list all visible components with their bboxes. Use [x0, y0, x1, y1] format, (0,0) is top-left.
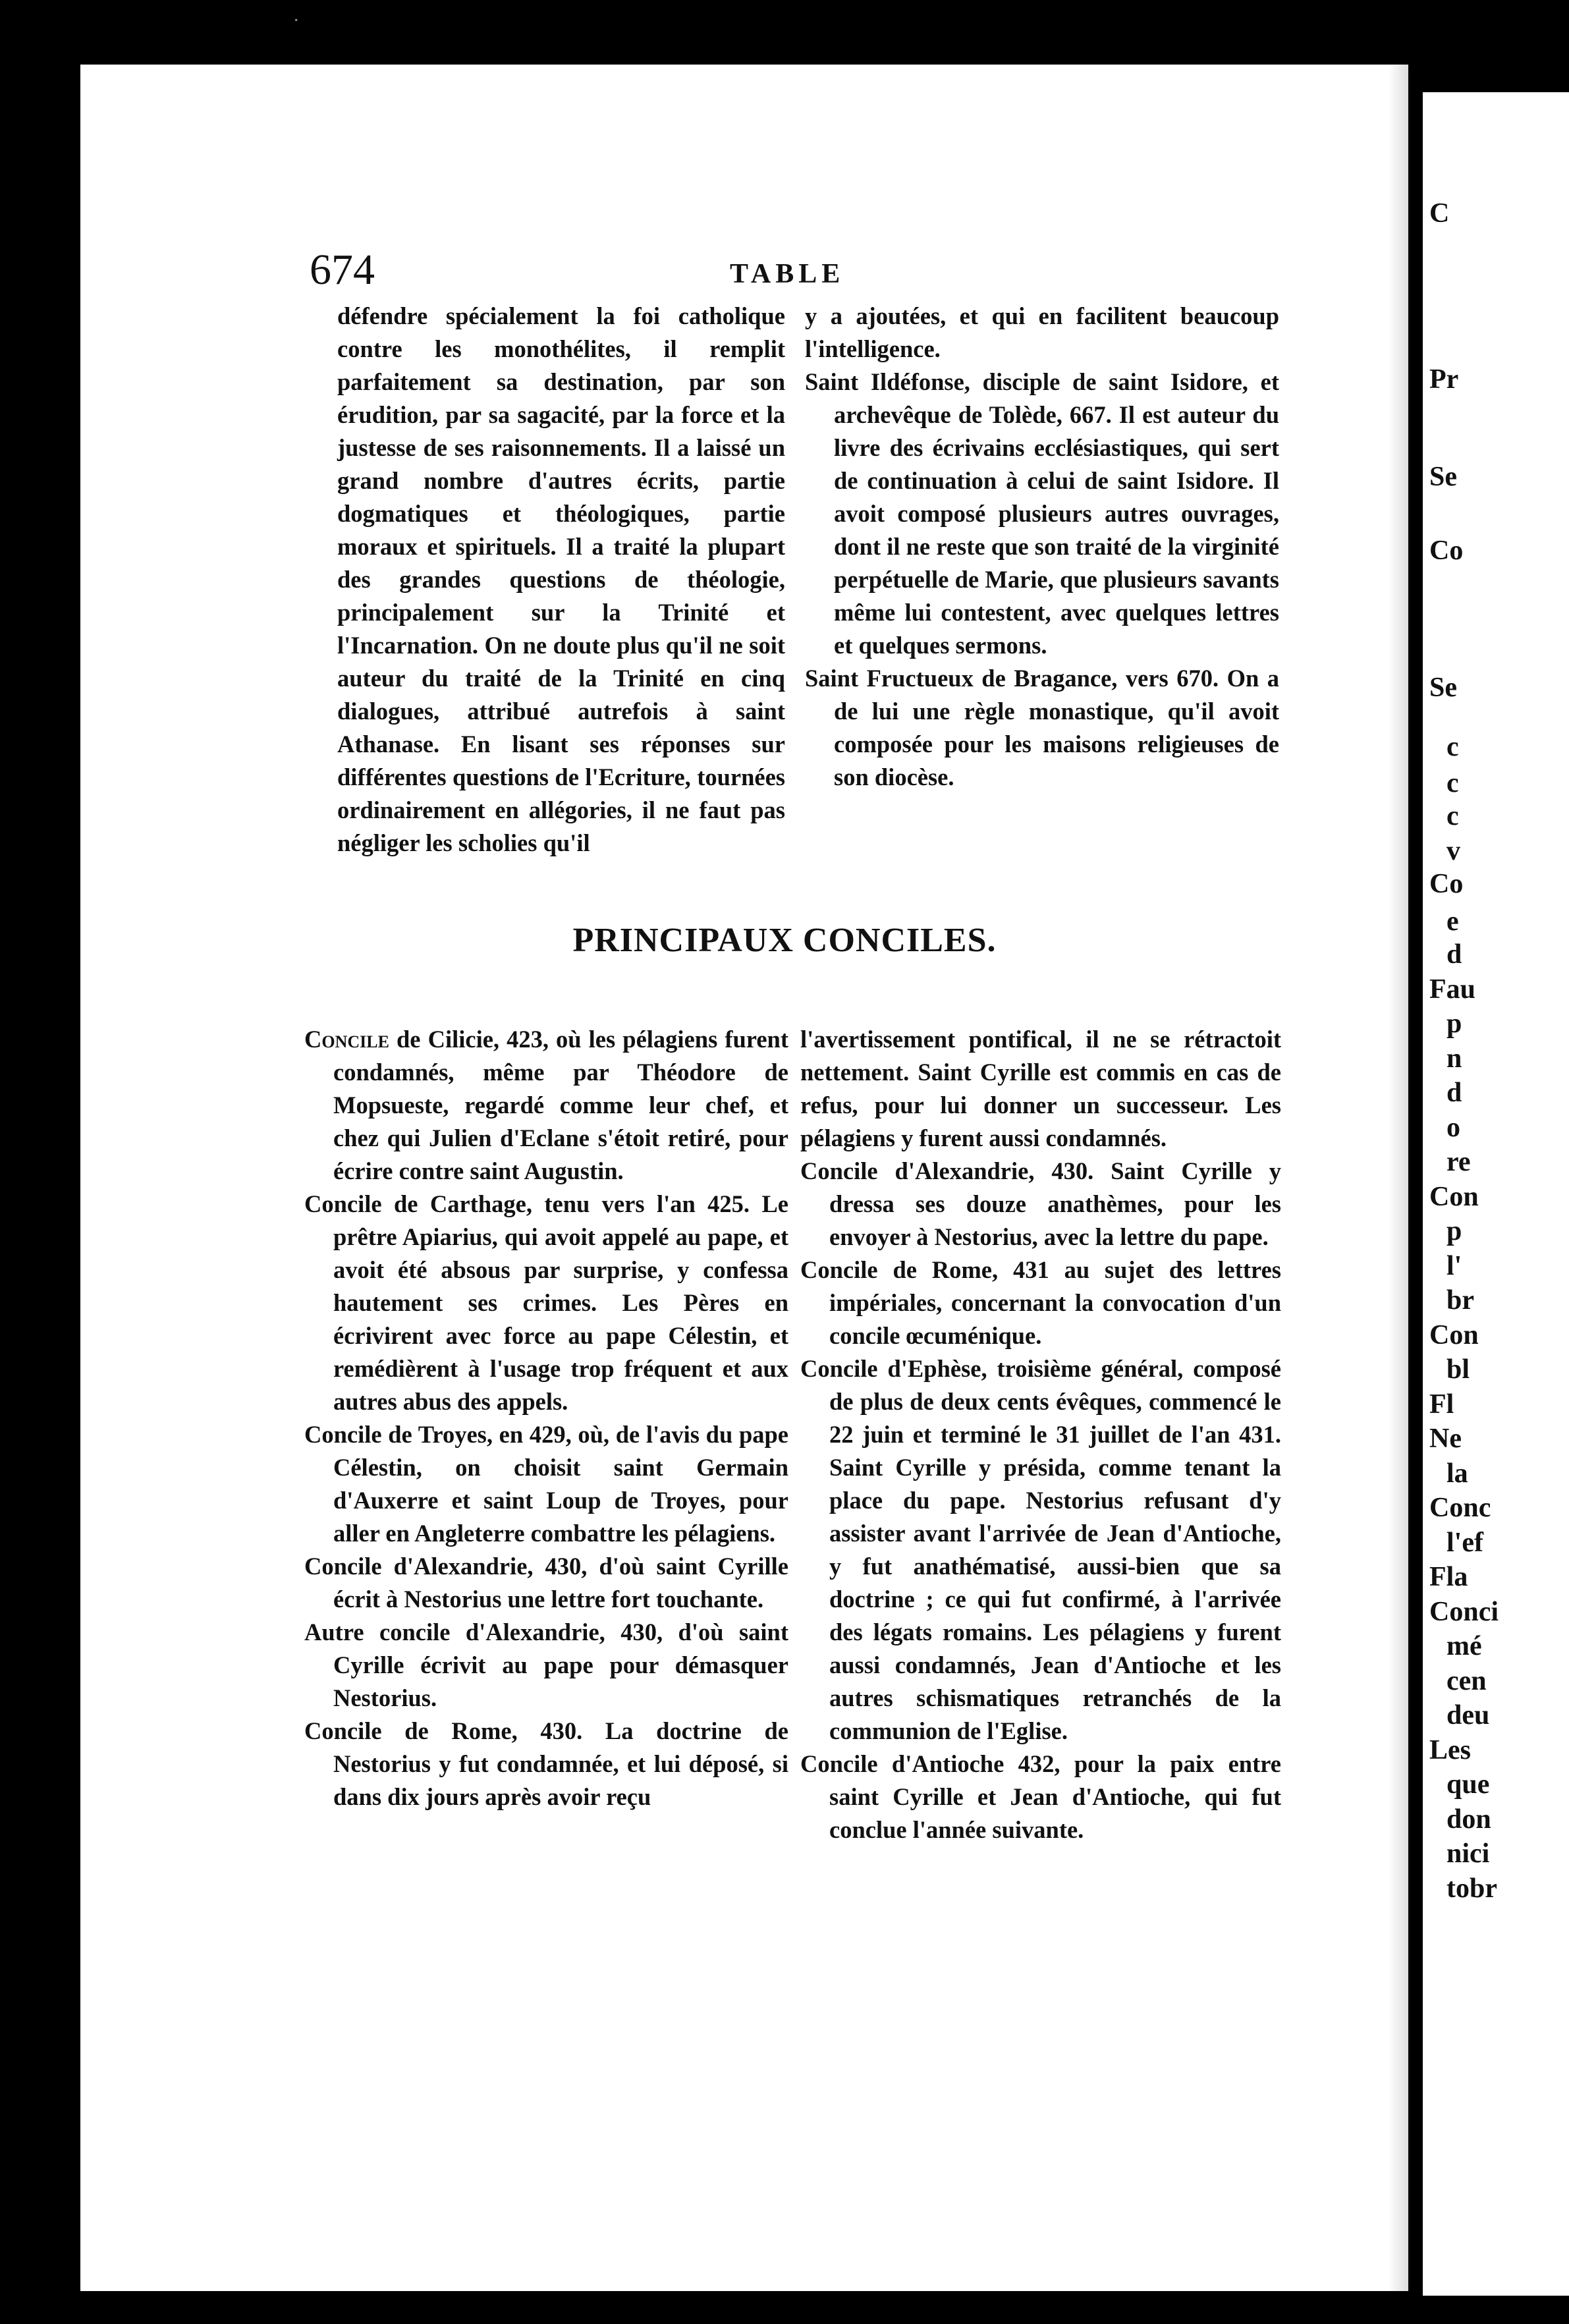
peek-line: c	[1446, 801, 1459, 831]
entry-lead-word: Concile	[304, 1026, 389, 1053]
peek-line: tobr	[1446, 1873, 1497, 1904]
peek-line: Se	[1429, 462, 1457, 492]
peek-line: p	[1446, 1009, 1462, 1039]
entry-text: Concile d'Alexandrie, 430, d'où saint Cyrille écrit à Nestorius une lettre fort touchante.	[304, 1553, 788, 1613]
entry-text: Concile de Rome, 430. La doctrine de Nestorius y fut condamnée, et lui déposé, si dans dix jours après avoir reçu	[304, 1717, 788, 1810]
index-entry	[304, 1188, 788, 1418]
page-number: 674	[310, 246, 375, 294]
peek-line: Fla	[1429, 1562, 1468, 1592]
peek-line: v	[1446, 836, 1460, 866]
lower-right-column	[800, 1023, 1281, 1846]
entry-text: Saint Fructueux de Bragance, vers 670. On a de lui une règle monastique, qu'il avoit composée pour les maisons religieuses de son diocèse.	[805, 665, 1279, 790]
index-entry	[304, 1616, 788, 1715]
peek-line: c	[1446, 768, 1459, 798]
running-title: TABLE	[730, 259, 845, 289]
peek-line: Con	[1429, 1320, 1479, 1350]
peek-line: nici	[1446, 1839, 1490, 1869]
peek-line: don	[1446, 1804, 1491, 1835]
peek-line: p	[1446, 1216, 1462, 1246]
upper-right-column	[805, 300, 1279, 794]
peek-line: e	[1446, 906, 1459, 937]
peek-line: Con	[1429, 1182, 1479, 1212]
paragraph: défendre spécialement la foi catholique contre les monothélites, il remplit parfaitement sa destination, par son érudition, par sa sagacité, par la force et la justesse de ses raisonnements. Il a laissé un grand nombre d'autres écrits, partie dogmatiques et théologiques, partie moraux et spirituels. Il a traité la plupart des grandes questions de théologie, principalement sur la Trinité et l'Incarnation. On ne doute plus qu'il ne soit auteur du traité de la Trinité en cinq dialogues, attribué autrefois à saint Athanase. En lisant ses réponses sur différentes questions de l'Ecriture, tournées ordinairement en allégories, il ne faut pas négliger les scholies qu'il	[337, 302, 785, 856]
page-edge	[1389, 65, 1408, 2291]
peek-line: o	[1446, 1113, 1460, 1143]
entry-text: Concile d'Ephèse, troisième général, composé de plus de deux cents évêques, commencé le 22 juin et terminé le 31 juillet de l'an 431. Saint Cyrille y présida, comme tenant la place du pape. Nestorius refusant d'y assister avant l'arrivée de Jean d'Antioche, y fut anathématisé, aussi-bien que sa doctrine ; ce qui fut confirmé, à l'arrivée des légats romains. Les pélagiens y furent aussi condamnés, Jean d'Antioche et les autres schismatiques retranchés de la communion de l'Eglise.	[800, 1355, 1281, 1744]
peek-line: Co	[1429, 536, 1464, 566]
peek-line: Se	[1429, 673, 1457, 703]
peek-line: Conci	[1429, 1597, 1499, 1627]
entry-text: Autre concile d'Alexandrie, 430, d'où saint Cyrille écrivit au pape pour démasquer Nestorius.	[304, 1618, 788, 1711]
peek-line: Pr	[1429, 364, 1459, 395]
right-page-peek	[1423, 92, 1569, 2296]
peek-line: c	[1446, 732, 1459, 762]
peek-line: bl	[1446, 1354, 1470, 1385]
section-heading: PRINCIPAUX CONCILES.	[572, 922, 997, 959]
index-entry	[805, 662, 1279, 794]
index-entry	[800, 1155, 1281, 1254]
entry-text: de Cilicie, 423, où les pélagiens furent condamnés, même par Théodore de Mopsueste, regardé comme leur chef, et chez qui Julien d'Eclane s'étoit retiré, pour écrire contre saint Augustin.	[333, 1026, 788, 1184]
index-entry	[304, 1418, 788, 1550]
peek-line: d	[1446, 939, 1462, 970]
peek-line: que	[1446, 1769, 1490, 1800]
scan-speck: ·	[293, 11, 300, 31]
peek-line: l'	[1446, 1251, 1462, 1281]
peek-line: Conc	[1429, 1493, 1491, 1523]
paragraph-continuation	[805, 300, 1279, 366]
index-entry	[800, 1254, 1281, 1352]
lower-left-column	[304, 1023, 788, 1813]
index-entry	[800, 1352, 1281, 1748]
entry-text: l'avertissement pontifical, il ne se rétractoit nettement. Saint Cyrille est commis en cas de refus, pour lui donner un successeur. Les pélagiens y furent aussi condamnés.	[800, 1026, 1281, 1151]
index-entry	[304, 1023, 788, 1188]
paragraph-continuation	[800, 1023, 1281, 1155]
index-entry	[304, 1715, 788, 1813]
entry-text: Concile de Troyes, en 429, où, de l'avis du pape Célestin, on choisit saint Germain d'Auxerre et saint Loup de Troyes, pour aller en Angleterre combattre les pélagiens.	[304, 1421, 788, 1547]
peek-line: mé	[1446, 1631, 1482, 1661]
peek-line: Co	[1429, 869, 1464, 899]
entry-text: Saint Ildéfonse, disciple de saint Isidore, et archevêque de Tolède, 667. Il est auteur du livre des écrivains ecclésiastiques, qui sert de continuation à celui de saint Isidore. Il avoit composé plusieurs autres ouvrages, dont il ne reste que son traité de la virginité perpétuelle de Marie, que plusieurs savants même lui contestent, avec quelques lettres et quelques sermons.	[805, 368, 1279, 659]
peek-line: la	[1446, 1458, 1468, 1489]
peek-line: Ne	[1429, 1424, 1462, 1454]
peek-line: deu	[1446, 1700, 1490, 1730]
entry-text: Concile d'Antioche 432, pour la paix entre saint Cyrille et Jean d'Antioche, qui fut conclue l'année suivante.	[800, 1750, 1281, 1843]
index-entry	[800, 1748, 1281, 1846]
entry-text: y a ajoutées, et qui en facilitent beaucoup l'intelligence.	[805, 302, 1279, 362]
upper-left-column	[337, 300, 785, 860]
peek-line: br	[1446, 1285, 1474, 1315]
peek-line: re	[1446, 1147, 1471, 1177]
peek-line: cen	[1446, 1666, 1487, 1696]
peek-line: d	[1446, 1078, 1462, 1108]
peek-line: C	[1429, 198, 1450, 229]
peek-line: n	[1446, 1043, 1462, 1074]
entry-text: Concile de Carthage, tenu vers l'an 425. Le prêtre Apiarius, qui avoit appelé au pape, et avoit été absous par surprise, y confessa hautement ses crimes. Les Pères en écrivirent avec force au pape Célestin, et remédièrent à l'usage trop fréquent et aux autres abus des appels.	[304, 1190, 788, 1415]
index-entry	[304, 1550, 788, 1616]
entry-text: Concile de Rome, 431 au sujet des lettres impériales, concernant la convocation d'un concile œcuménique.	[800, 1256, 1281, 1349]
peek-line: Les	[1429, 1735, 1471, 1765]
entry-text: Concile d'Alexandrie, 430. Saint Cyrille y dressa ses douze anathèmes, pour les envoyer à Nestorius, avec la lettre du pape.	[800, 1157, 1281, 1250]
peek-line: Fl	[1429, 1389, 1454, 1420]
peek-line: l'ef	[1446, 1528, 1483, 1558]
index-entry	[805, 366, 1279, 662]
peek-line: Fau	[1429, 974, 1476, 1005]
